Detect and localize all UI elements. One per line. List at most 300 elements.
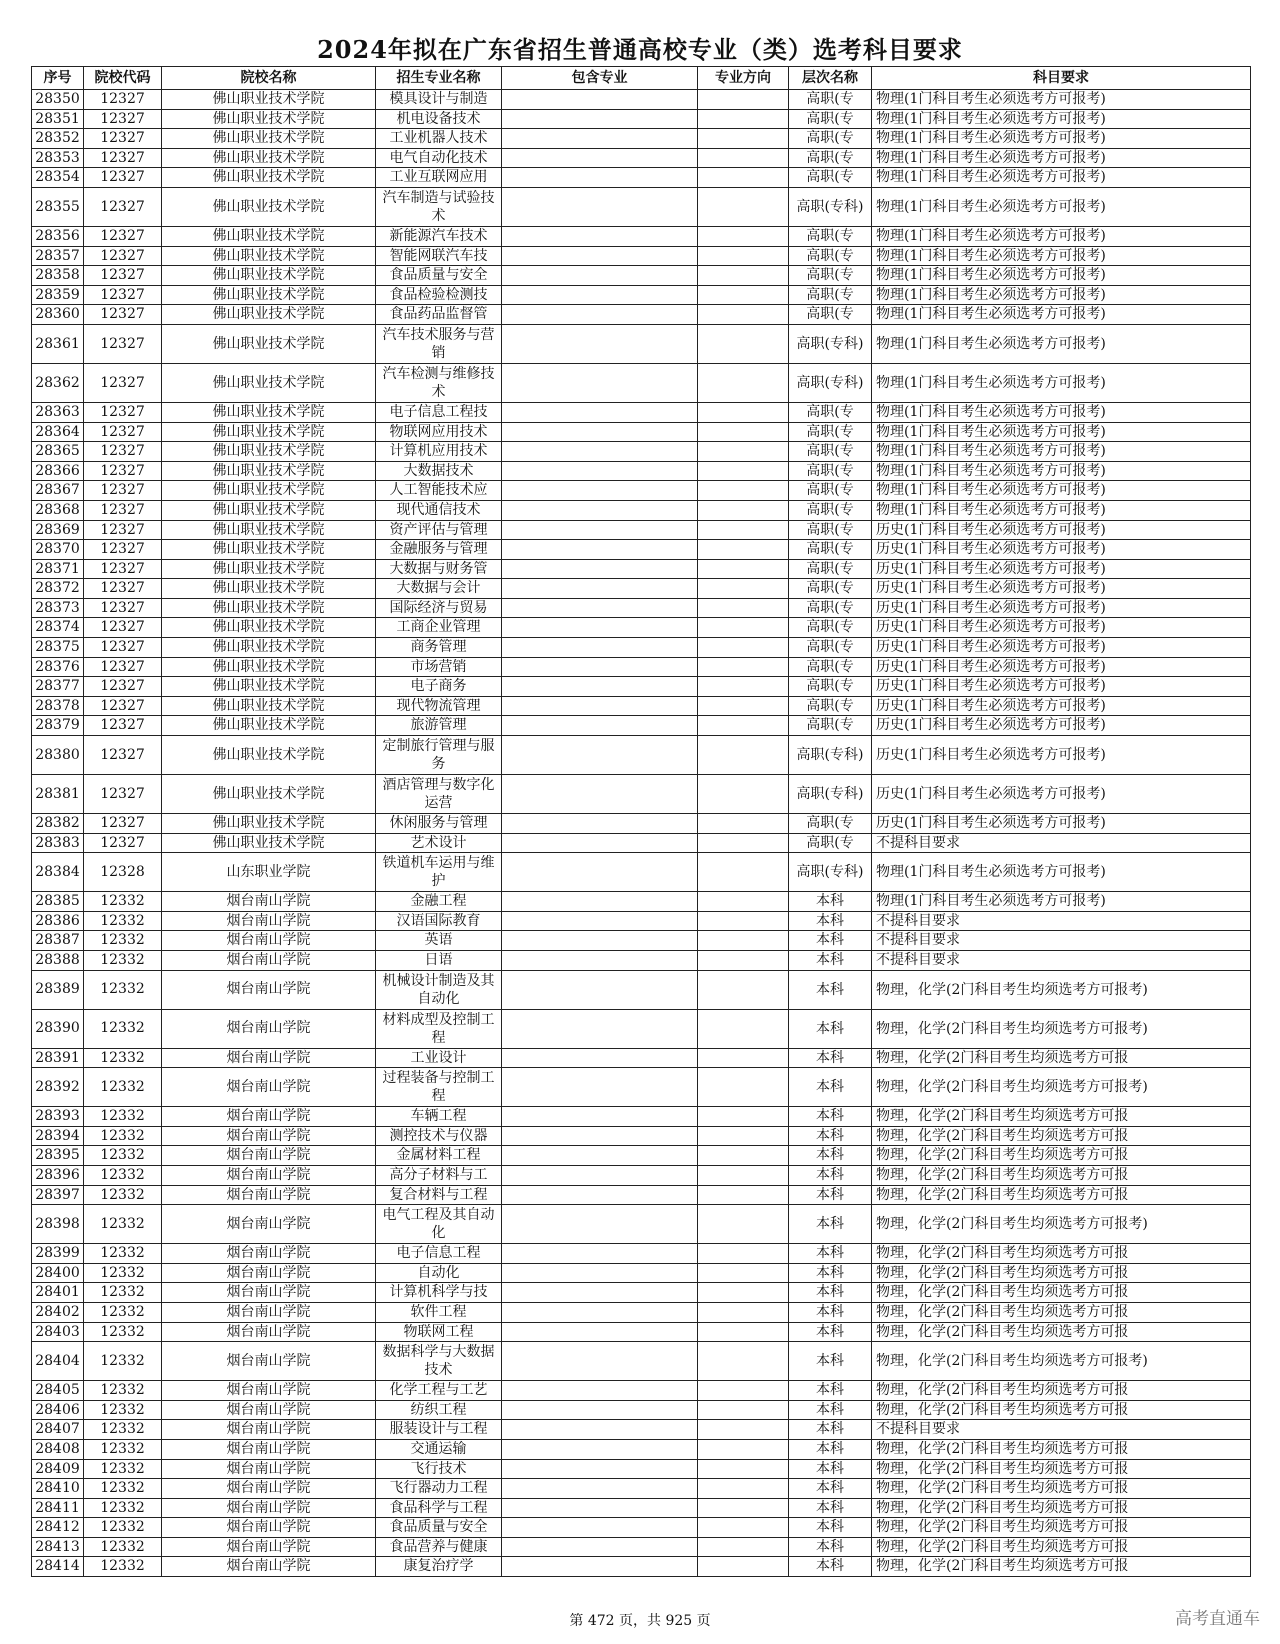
cell-level: 本科	[789, 931, 872, 951]
cell-school-code: 12327	[84, 481, 162, 501]
cell-index: 28369	[32, 520, 84, 540]
cell-included-majors	[502, 422, 698, 442]
cell-index: 28383	[32, 833, 84, 853]
cell-direction	[698, 1283, 789, 1303]
cell-school-name: 烟台南山学院	[162, 1263, 376, 1283]
cell-included-majors	[502, 148, 698, 168]
cell-school-code: 12332	[84, 1009, 162, 1048]
cell-subject-req: 物理(1门科目考生必须选考方可报考)	[872, 481, 1251, 501]
cell-index: 28358	[32, 266, 84, 286]
cell-subject-req: 物理(1门科目考生必须选考方可报考)	[872, 266, 1251, 286]
cell-level: 高职(专	[789, 129, 872, 149]
cell-direction	[698, 1342, 789, 1381]
cell-direction	[698, 305, 789, 325]
cell-subject-req: 不提科目要求	[872, 1420, 1251, 1440]
cell-index: 28350	[32, 90, 84, 110]
cell-school-code: 12327	[84, 736, 162, 775]
cell-level: 高职(专	[789, 90, 872, 110]
cell-major-name: 国际经济与贸易	[376, 598, 502, 618]
cell-subject-req: 物理(1门科目考生必须选考方可报考)	[872, 226, 1251, 246]
cell-index: 28362	[32, 363, 84, 402]
cell-school-name: 烟台南山学院	[162, 1420, 376, 1440]
table-row	[32, 1439, 1251, 1459]
cell-level: 高职(专	[789, 598, 872, 618]
cell-subject-req: 物理(1门科目考生必须选考方可报考)	[872, 129, 1251, 149]
cell-level: 本科	[789, 1381, 872, 1401]
cell-subject-req: 物理(1门科目考生必须选考方可报考)	[872, 90, 1251, 110]
table-row	[32, 481, 1251, 501]
cell-school-code: 12332	[84, 951, 162, 971]
cell-included-majors	[502, 1009, 698, 1048]
cell-index: 28377	[32, 677, 84, 697]
table-row	[32, 1498, 1251, 1518]
cell-school-name: 烟台南山学院	[162, 1322, 376, 1342]
table-row	[32, 1244, 1251, 1264]
cell-index: 28387	[32, 931, 84, 951]
cell-subject-req: 物理(1门科目考生必须选考方可报考)	[872, 892, 1251, 912]
cell-school-code: 12332	[84, 1302, 162, 1322]
cell-index: 28414	[32, 1557, 84, 1577]
cell-included-majors	[502, 911, 698, 931]
cell-school-code: 12332	[84, 1185, 162, 1205]
cell-index: 28391	[32, 1048, 84, 1068]
cell-level: 高职(专	[789, 246, 872, 266]
cell-level: 高职(专	[789, 618, 872, 638]
cell-included-majors	[502, 598, 698, 618]
cell-direction	[698, 1518, 789, 1538]
cell-direction	[698, 1498, 789, 1518]
cell-subject-req: 物理，化学(2门科目考生均须选考方可报考)	[872, 1009, 1251, 1048]
cell-major-name: 食品药品监督管	[376, 305, 502, 325]
cell-direction	[698, 187, 789, 226]
cell-direction	[698, 559, 789, 579]
cell-included-majors	[502, 1479, 698, 1499]
cell-school-name: 佛山职业技术学院	[162, 90, 376, 110]
table-row	[32, 853, 1251, 892]
cell-school-code: 12327	[84, 285, 162, 305]
cell-major-name: 机械设计制造及其自动化	[376, 970, 502, 1009]
cell-school-code: 12332	[84, 931, 162, 951]
cell-included-majors	[502, 500, 698, 520]
cell-major-name: 现代物流管理	[376, 696, 502, 716]
cell-major-name: 汽车技术服务与营销	[376, 324, 502, 363]
cell-major-name: 智能网联汽车技	[376, 246, 502, 266]
cell-school-code: 12332	[84, 1263, 162, 1283]
cell-included-majors	[502, 1537, 698, 1557]
cell-direction	[698, 1068, 789, 1107]
cell-major-name: 物联网工程	[376, 1322, 502, 1342]
cell-level: 本科	[789, 1009, 872, 1048]
cell-index: 28360	[32, 305, 84, 325]
cell-school-code: 12332	[84, 1244, 162, 1264]
table-row	[32, 814, 1251, 834]
cell-school-name: 佛山职业技术学院	[162, 363, 376, 402]
cell-subject-req: 历史(1门科目考生必须选考方可报考)	[872, 598, 1251, 618]
cell-school-name: 佛山职业技术学院	[162, 148, 376, 168]
cell-included-majors	[502, 442, 698, 462]
cell-level: 本科	[789, 1420, 872, 1440]
cell-school-name: 烟台南山学院	[162, 1009, 376, 1048]
cell-included-majors	[502, 168, 698, 188]
cell-major-name: 电气自动化技术	[376, 148, 502, 168]
table-row	[32, 618, 1251, 638]
cell-included-majors	[502, 638, 698, 658]
cell-school-name: 烟台南山学院	[162, 1048, 376, 1068]
table-row	[32, 833, 1251, 853]
cell-school-code: 12327	[84, 168, 162, 188]
header-subject-req: 科目要求	[872, 67, 1251, 90]
cell-direction	[698, 1381, 789, 1401]
table-row	[32, 422, 1251, 442]
cell-major-name: 食品质量与安全	[376, 266, 502, 286]
cell-included-majors	[502, 1283, 698, 1303]
cell-direction	[698, 696, 789, 716]
cell-school-name: 烟台南山学院	[162, 1244, 376, 1264]
cell-school-name: 山东职业学院	[162, 853, 376, 892]
cell-school-name: 烟台南山学院	[162, 1439, 376, 1459]
cell-included-majors	[502, 1165, 698, 1185]
cell-direction	[698, 129, 789, 149]
cell-major-name: 资产评估与管理	[376, 520, 502, 540]
cell-major-name: 汽车制造与试验技术	[376, 187, 502, 226]
header-school-name: 院校名称	[162, 67, 376, 90]
cell-school-code: 12332	[84, 1400, 162, 1420]
cell-index: 28393	[32, 1107, 84, 1127]
cell-included-majors	[502, 1244, 698, 1264]
cell-direction	[698, 814, 789, 834]
cell-major-name: 大数据与会计	[376, 579, 502, 599]
cell-level: 本科	[789, 970, 872, 1009]
cell-school-name: 烟台南山学院	[162, 1165, 376, 1185]
cell-index: 28363	[32, 402, 84, 422]
table-row	[32, 579, 1251, 599]
cell-direction	[698, 638, 789, 658]
cell-direction	[698, 266, 789, 286]
cell-subject-req: 物理，化学(2门科目考生均须选考方可报	[872, 1126, 1251, 1146]
cell-direction	[698, 598, 789, 618]
cell-school-code: 12332	[84, 1420, 162, 1440]
cell-direction	[698, 1048, 789, 1068]
cell-school-code: 12327	[84, 442, 162, 462]
cell-major-name: 食品检验检测技	[376, 285, 502, 305]
cell-index: 28385	[32, 892, 84, 912]
cell-level: 本科	[789, 911, 872, 931]
cell-school-code: 12327	[84, 833, 162, 853]
cell-school-name: 烟台南山学院	[162, 1479, 376, 1499]
cell-major-name: 电子商务	[376, 677, 502, 697]
cell-school-code: 12332	[84, 1557, 162, 1577]
cell-level: 本科	[789, 1400, 872, 1420]
cell-index: 28411	[32, 1498, 84, 1518]
cell-included-majors	[502, 853, 698, 892]
cell-school-name: 佛山职业技术学院	[162, 266, 376, 286]
cell-index: 28372	[32, 579, 84, 599]
table-row	[32, 931, 1251, 951]
cell-direction	[698, 246, 789, 266]
table-row	[32, 540, 1251, 560]
cell-index: 28376	[32, 657, 84, 677]
cell-level: 高职(专	[789, 422, 872, 442]
cell-level: 高职(专	[789, 579, 872, 599]
cell-direction	[698, 422, 789, 442]
cell-school-code: 12332	[84, 1381, 162, 1401]
cell-direction	[698, 226, 789, 246]
cell-index: 28413	[32, 1537, 84, 1557]
cell-level: 本科	[789, 1244, 872, 1264]
table-row	[32, 1342, 1251, 1381]
cell-subject-req: 历史(1门科目考生必须选考方可报考)	[872, 520, 1251, 540]
cell-school-name: 佛山职业技术学院	[162, 716, 376, 736]
cell-subject-req: 物理，化学(2门科目考生均须选考方可报	[872, 1537, 1251, 1557]
cell-included-majors	[502, 109, 698, 129]
cell-index: 28394	[32, 1126, 84, 1146]
cell-included-majors	[502, 677, 698, 697]
cell-major-name: 纺织工程	[376, 1400, 502, 1420]
cell-subject-req: 物理，化学(2门科目考生均须选考方可报考)	[872, 1342, 1251, 1381]
cell-subject-req: 历史(1门科目考生必须选考方可报考)	[872, 736, 1251, 775]
cell-subject-req: 物理，化学(2门科目考生均须选考方可报	[872, 1244, 1251, 1264]
cell-school-name: 佛山职业技术学院	[162, 481, 376, 501]
cell-subject-req: 物理，化学(2门科目考生均须选考方可报	[872, 1263, 1251, 1283]
cell-level: 本科	[789, 1126, 872, 1146]
cell-major-name: 工商企业管理	[376, 618, 502, 638]
cell-school-code: 12332	[84, 1479, 162, 1499]
cell-school-name: 烟台南山学院	[162, 1068, 376, 1107]
cell-school-name: 烟台南山学院	[162, 1557, 376, 1577]
cell-level: 本科	[789, 1322, 872, 1342]
cell-level: 高职(专	[789, 638, 872, 658]
cell-school-name: 佛山职业技术学院	[162, 814, 376, 834]
cell-subject-req: 物理(1门科目考生必须选考方可报考)	[872, 246, 1251, 266]
cell-school-name: 烟台南山学院	[162, 1518, 376, 1538]
table-row	[32, 1283, 1251, 1303]
cell-direction	[698, 853, 789, 892]
cell-direction	[698, 148, 789, 168]
cell-school-name: 烟台南山学院	[162, 1146, 376, 1166]
cell-level: 高职(专	[789, 657, 872, 677]
cell-school-name: 佛山职业技术学院	[162, 833, 376, 853]
cell-level: 高职(专	[789, 461, 872, 481]
cell-school-name: 烟台南山学院	[162, 970, 376, 1009]
cell-index: 28404	[32, 1342, 84, 1381]
cell-level: 高职(专	[789, 540, 872, 560]
cell-school-code: 12327	[84, 324, 162, 363]
cell-direction	[698, 1107, 789, 1127]
cell-school-code: 12327	[84, 598, 162, 618]
cell-school-name: 佛山职业技术学院	[162, 775, 376, 814]
cell-school-name: 佛山职业技术学院	[162, 696, 376, 716]
table-row	[32, 1048, 1251, 1068]
cell-school-name: 烟台南山学院	[162, 1459, 376, 1479]
table-row	[32, 1185, 1251, 1205]
cell-school-name: 佛山职业技术学院	[162, 442, 376, 462]
cell-index: 28401	[32, 1283, 84, 1303]
cell-direction	[698, 1420, 789, 1440]
cell-level: 本科	[789, 1557, 872, 1577]
cell-direction	[698, 716, 789, 736]
cell-level: 高职(专科)	[789, 775, 872, 814]
cell-school-code: 12327	[84, 696, 162, 716]
cell-school-name: 佛山职业技术学院	[162, 638, 376, 658]
cell-index: 28368	[32, 500, 84, 520]
cell-included-majors	[502, 696, 698, 716]
cell-index: 28412	[32, 1518, 84, 1538]
table-row	[32, 187, 1251, 226]
table-row	[32, 559, 1251, 579]
cell-index: 28351	[32, 109, 84, 129]
table-row	[32, 226, 1251, 246]
cell-index: 28359	[32, 285, 84, 305]
cell-direction	[698, 911, 789, 931]
cell-subject-req: 不提科目要求	[872, 833, 1251, 853]
cell-included-majors	[502, 363, 698, 402]
cell-index: 28382	[32, 814, 84, 834]
cell-direction	[698, 481, 789, 501]
cell-level: 本科	[789, 1439, 872, 1459]
cell-level: 高职(专	[789, 696, 872, 716]
cell-major-name: 测控技术与仪器	[376, 1126, 502, 1146]
table-row	[32, 1479, 1251, 1499]
cell-included-majors	[502, 226, 698, 246]
cell-level: 本科	[789, 1068, 872, 1107]
cell-included-majors	[502, 1107, 698, 1127]
cell-direction	[698, 1126, 789, 1146]
cell-school-code: 12327	[84, 559, 162, 579]
cell-direction	[698, 363, 789, 402]
cell-subject-req: 物理，化学(2门科目考生均须选考方可报	[872, 1518, 1251, 1538]
cell-school-name: 佛山职业技术学院	[162, 324, 376, 363]
cell-direction	[698, 970, 789, 1009]
cell-subject-req: 历史(1门科目考生必须选考方可报考)	[872, 696, 1251, 716]
cell-direction	[698, 540, 789, 560]
cell-included-majors	[502, 1439, 698, 1459]
cell-major-name: 机电设备技术	[376, 109, 502, 129]
cell-included-majors	[502, 187, 698, 226]
cell-subject-req: 物理，化学(2门科目考生均须选考方可报	[872, 1185, 1251, 1205]
cell-school-name: 佛山职业技术学院	[162, 579, 376, 599]
cell-school-name: 佛山职业技术学院	[162, 305, 376, 325]
table-row	[32, 90, 1251, 110]
cell-school-name: 佛山职业技术学院	[162, 285, 376, 305]
cell-direction	[698, 1205, 789, 1244]
cell-included-majors	[502, 520, 698, 540]
cell-major-name: 化学工程与工艺	[376, 1381, 502, 1401]
cell-included-majors	[502, 540, 698, 560]
cell-level: 高职(专	[789, 109, 872, 129]
cell-subject-req: 历史(1门科目考生必须选考方可报考)	[872, 716, 1251, 736]
cell-included-majors	[502, 892, 698, 912]
cell-school-name: 烟台南山学院	[162, 1126, 376, 1146]
cell-school-code: 12332	[84, 1439, 162, 1459]
cell-level: 高职(专	[789, 168, 872, 188]
table-row	[32, 657, 1251, 677]
cell-included-majors	[502, 305, 698, 325]
cell-school-name: 烟台南山学院	[162, 931, 376, 951]
requirements-table	[31, 66, 1251, 1577]
cell-subject-req: 物理，化学(2门科目考生均须选考方可报	[872, 1439, 1251, 1459]
cell-school-name: 佛山职业技术学院	[162, 402, 376, 422]
cell-included-majors	[502, 1263, 698, 1283]
cell-included-majors	[502, 285, 698, 305]
cell-school-code: 12332	[84, 911, 162, 931]
table-row	[32, 598, 1251, 618]
cell-level: 高职(专	[789, 402, 872, 422]
cell-index: 28352	[32, 129, 84, 149]
cell-school-name: 佛山职业技术学院	[162, 109, 376, 129]
cell-major-name: 艺术设计	[376, 833, 502, 853]
table-row	[32, 500, 1251, 520]
cell-level: 高职(专科)	[789, 363, 872, 402]
table-row	[32, 1557, 1251, 1577]
cell-included-majors	[502, 775, 698, 814]
cell-major-name: 工业互联网应用	[376, 168, 502, 188]
cell-subject-req: 物理(1门科目考生必须选考方可报考)	[872, 461, 1251, 481]
cell-index: 28361	[32, 324, 84, 363]
cell-level: 高职(专	[789, 266, 872, 286]
cell-direction	[698, 736, 789, 775]
cell-index: 28355	[32, 187, 84, 226]
cell-level: 本科	[789, 1342, 872, 1381]
cell-direction	[698, 1302, 789, 1322]
cell-direction	[698, 677, 789, 697]
cell-direction	[698, 90, 789, 110]
cell-subject-req: 物理(1门科目考生必须选考方可报考)	[872, 109, 1251, 129]
table-row	[32, 1107, 1251, 1127]
cell-direction	[698, 618, 789, 638]
cell-school-code: 12332	[84, 1048, 162, 1068]
cell-major-name: 服装设计与工程	[376, 1420, 502, 1440]
cell-index: 28357	[32, 246, 84, 266]
table-row	[32, 266, 1251, 286]
cell-index: 28371	[32, 559, 84, 579]
cell-major-name: 材料成型及控制工程	[376, 1009, 502, 1048]
cell-subject-req: 物理(1门科目考生必须选考方可报考)	[872, 305, 1251, 325]
cell-subject-req: 历史(1门科目考生必须选考方可报考)	[872, 775, 1251, 814]
cell-school-code: 12332	[84, 970, 162, 1009]
cell-school-name: 佛山职业技术学院	[162, 677, 376, 697]
table-body	[32, 90, 1251, 1577]
cell-level: 本科	[789, 1165, 872, 1185]
cell-level: 高职(专	[789, 716, 872, 736]
cell-school-name: 烟台南山学院	[162, 1342, 376, 1381]
table-row	[32, 1400, 1251, 1420]
cell-school-code: 12332	[84, 1518, 162, 1538]
cell-subject-req: 物理(1门科目考生必须选考方可报考)	[872, 148, 1251, 168]
page-footer: 第 472 页，共 925 页	[569, 1613, 711, 1629]
cell-included-majors	[502, 266, 698, 286]
table-row	[32, 363, 1251, 402]
cell-subject-req: 物理，化学(2门科目考生均须选考方可报	[872, 1283, 1251, 1303]
cell-level: 高职(专	[789, 226, 872, 246]
cell-major-name: 计算机应用技术	[376, 442, 502, 462]
cell-subject-req: 物理(1门科目考生必须选考方可报考)	[872, 500, 1251, 520]
cell-included-majors	[502, 324, 698, 363]
cell-major-name: 过程装备与控制工程	[376, 1068, 502, 1107]
cell-subject-req: 物理，化学(2门科目考生均须选考方可报	[872, 1165, 1251, 1185]
cell-school-code: 12327	[84, 226, 162, 246]
cell-included-majors	[502, 1185, 698, 1205]
cell-level: 高职(专科)	[789, 187, 872, 226]
cell-included-majors	[502, 1048, 698, 1068]
cell-subject-req: 物理(1门科目考生必须选考方可报考)	[872, 285, 1251, 305]
cell-school-name: 佛山职业技术学院	[162, 187, 376, 226]
cell-subject-req: 物理，化学(2门科目考生均须选考方可报	[872, 1146, 1251, 1166]
table-row	[32, 970, 1251, 1009]
cell-subject-req: 历史(1门科目考生必须选考方可报考)	[872, 657, 1251, 677]
cell-index: 28381	[32, 775, 84, 814]
cell-subject-req: 物理(1门科目考生必须选考方可报考)	[872, 168, 1251, 188]
table-row	[32, 168, 1251, 188]
